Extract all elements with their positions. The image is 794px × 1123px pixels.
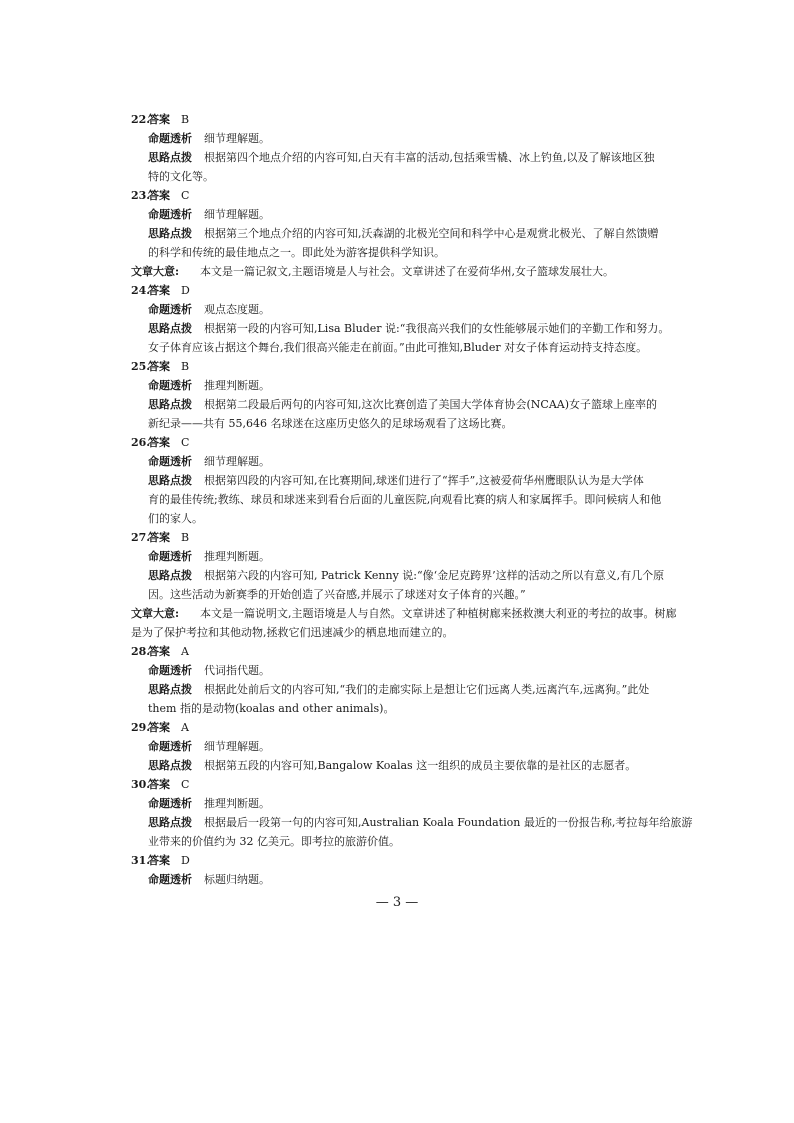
idea-text: 根据第四段的内容可知,在比赛期间,球迷们进行了“挥手”,这被爱荷华州鹰眼队认为是大学体 <box>204 474 644 487</box>
idea-label: 思路点拨 <box>148 151 192 164</box>
idea-label: 思路点拨 <box>148 759 192 772</box>
idea-text: 根据此处前后文的内容可知,“我们的走廊实际上是想让它们远离人类,远离汽车,远离狗。”此处 <box>204 683 650 696</box>
answer-row <box>0 110 794 129</box>
topic-row <box>0 870 794 889</box>
answer-key-content <box>0 110 794 889</box>
topic-label: 命题透析 <box>148 873 192 886</box>
topic-label: 命题透析 <box>148 797 192 810</box>
answer-value: B <box>181 360 190 373</box>
answer-row <box>0 775 794 794</box>
idea-row <box>0 319 794 338</box>
answer-row <box>0 357 794 376</box>
summary-row <box>0 262 794 281</box>
topic-label: 命题透析 <box>148 379 192 392</box>
answer-label: 答案 <box>148 284 170 297</box>
idea-row <box>0 756 794 775</box>
idea-row <box>0 471 794 490</box>
answer-value: A <box>181 645 189 658</box>
answer-value: A <box>181 721 189 734</box>
idea-label: 思路点拨 <box>148 474 192 487</box>
answer-row <box>0 186 794 205</box>
idea-text: 根据第一段的内容可知,Lisa Bluder 说:“我很高兴我们的女性能够展示她们的辛勤工作和努力。 <box>204 322 670 335</box>
idea-label: 思路点拨 <box>148 569 192 582</box>
question-number: 30. <box>131 778 151 791</box>
idea-label: 思路点拨 <box>148 816 192 829</box>
topic-row <box>0 376 794 395</box>
idea-row <box>0 699 794 718</box>
idea-label: 思路点拨 <box>148 398 192 411</box>
topic-row <box>0 205 794 224</box>
question-number: 22. <box>131 113 151 126</box>
question-number: 31. <box>131 854 151 867</box>
idea-row <box>0 585 794 604</box>
summary-text: 本文是一篇说明文,主题语境是人与自然。文章讲述了种植树廊来拯救澳大利亚的考拉的故事。树廊 <box>200 607 677 620</box>
idea-row <box>0 167 794 186</box>
summary-text-continued: 是为了保护考拉和其他动物,拯救它们迅速减少的栖息地而建立的。 <box>131 626 454 639</box>
answer-label: 答案 <box>148 531 170 544</box>
answer-label: 答案 <box>148 113 170 126</box>
topic-row <box>0 661 794 680</box>
idea-row <box>0 243 794 262</box>
topic-text: 推理判断题。 <box>204 550 270 563</box>
answer-value: C <box>181 189 190 202</box>
summary-label: 文章大意: <box>131 607 180 620</box>
idea-row <box>0 680 794 699</box>
topic-label: 命题透析 <box>148 550 192 563</box>
topic-text: 推理判断题。 <box>204 379 270 392</box>
idea-row <box>0 224 794 243</box>
answer-row <box>0 718 794 737</box>
idea-text: 根据第三个地点介绍的内容可知,沃森湖的北极光空间和科学中心是观赏北极光、了解自然馈赠 <box>204 227 659 240</box>
idea-text-continued: 们的家人。 <box>148 512 203 525</box>
topic-row <box>0 794 794 813</box>
topic-row <box>0 547 794 566</box>
topic-label: 命题透析 <box>148 664 192 677</box>
answer-value: C <box>181 436 190 449</box>
idea-label: 思路点拨 <box>148 227 192 240</box>
answer-value: B <box>181 113 190 126</box>
idea-text-continued: 女子体育应该占据这个舞台,我们很高兴能走在前面。”由此可推知,Bluder 对女子体育运动持支持态度。 <box>148 341 648 354</box>
topic-label: 命题透析 <box>148 303 192 316</box>
idea-row <box>0 566 794 585</box>
answer-row <box>0 281 794 300</box>
question-number: 24. <box>131 284 151 297</box>
idea-text: 根据第五段的内容可知,Bangalow Koalas 这一组织的成员主要依靠的是社区的志愿者。 <box>204 759 637 772</box>
answer-value: D <box>181 854 190 867</box>
idea-row <box>0 490 794 509</box>
idea-row <box>0 509 794 528</box>
question-number: 28. <box>131 645 151 658</box>
topic-text: 细节理解题。 <box>204 208 270 221</box>
idea-row <box>0 414 794 433</box>
answer-label: 答案 <box>148 436 170 449</box>
topic-label: 命题透析 <box>148 455 192 468</box>
answer-row <box>0 851 794 870</box>
idea-text-continued: 业带来的价值约为 32 亿美元。即考拉的旅游价值。 <box>148 835 400 848</box>
topic-text: 细节理解题。 <box>204 132 270 145</box>
topic-text: 观点态度题。 <box>204 303 270 316</box>
summary-row <box>0 623 794 642</box>
answer-label: 答案 <box>148 189 170 202</box>
idea-text-continued: 特的文化等。 <box>148 170 214 183</box>
idea-text: 根据最后一段第一句的内容可知,Australian Koala Foundation 最近的一份报告称,考拉每年给旅游 <box>204 816 693 829</box>
idea-row <box>0 148 794 167</box>
topic-text: 细节理解题。 <box>204 740 270 753</box>
answer-value: D <box>181 284 190 297</box>
answer-value: C <box>181 778 190 791</box>
answer-label: 答案 <box>148 778 170 791</box>
answer-row <box>0 528 794 547</box>
summary-text: 本文是一篇记叙文,主题语境是人与社会。文章讲述了在爱荷华州,女子篮球发展壮大。 <box>200 265 614 278</box>
idea-label: 思路点拨 <box>148 683 192 696</box>
idea-row <box>0 338 794 357</box>
answer-row <box>0 433 794 452</box>
question-number: 23. <box>131 189 151 202</box>
topic-row <box>0 452 794 471</box>
answer-label: 答案 <box>148 721 170 734</box>
question-number: 25. <box>131 360 151 373</box>
idea-text-continued: 因。这些活动为新赛季的开始创造了兴奋感,并展示了球迷对女子体育的兴趣。” <box>148 588 526 601</box>
answer-row <box>0 642 794 661</box>
idea-text: 根据第六段的内容可知, Patrick Kenny 说:“像‘金尼克跨界’这样的活动之所以有意义,有几个原 <box>204 569 665 582</box>
page-number: — 3 — <box>375 895 419 910</box>
question-number: 29. <box>131 721 151 734</box>
idea-row <box>0 832 794 851</box>
idea-text-continued: 育的最佳传统;教练、球员和球迷来到看台后面的儿童医院,向观看比赛的病人和家属挥手。即问候病人和他 <box>148 493 662 506</box>
question-number: 27. <box>131 531 151 544</box>
topic-row <box>0 737 794 756</box>
idea-text: 根据第二段最后两句的内容可知,这次比赛创造了美国大学体育协会(NCAA)女子篮球上座率的 <box>204 398 658 411</box>
topic-label: 命题透析 <box>148 132 192 145</box>
idea-text: 根据第四个地点介绍的内容可知,白天有丰富的活动,包括乘雪橇、冰上钓鱼,以及了解该地区独 <box>204 151 655 164</box>
topic-label: 命题透析 <box>148 740 192 753</box>
answer-label: 答案 <box>148 360 170 373</box>
idea-label: 思路点拨 <box>148 322 192 335</box>
answer-label: 答案 <box>148 645 170 658</box>
summary-label: 文章大意: <box>131 265 180 278</box>
answer-value: B <box>181 531 190 544</box>
topic-text: 标题归纳题。 <box>204 873 270 886</box>
idea-text-continued: them 指的是动物(koalas and other animals)。 <box>148 702 395 715</box>
idea-text-continued: 的科学和传统的最佳地点之一。即此处为游客提供科学知识。 <box>148 246 445 259</box>
answer-label: 答案 <box>148 854 170 867</box>
topic-row <box>0 129 794 148</box>
summary-row <box>0 604 794 623</box>
idea-row <box>0 395 794 414</box>
idea-text-continued: 新纪录——共有 55,646 名球迷在这座历史悠久的足球场观看了这场比赛。 <box>148 417 513 430</box>
topic-row <box>0 300 794 319</box>
question-number: 26. <box>131 436 151 449</box>
topic-text: 细节理解题。 <box>204 455 270 468</box>
topic-text: 代词指代题。 <box>204 664 270 677</box>
idea-row <box>0 813 794 832</box>
topic-text: 推理判断题。 <box>204 797 270 810</box>
topic-label: 命题透析 <box>148 208 192 221</box>
